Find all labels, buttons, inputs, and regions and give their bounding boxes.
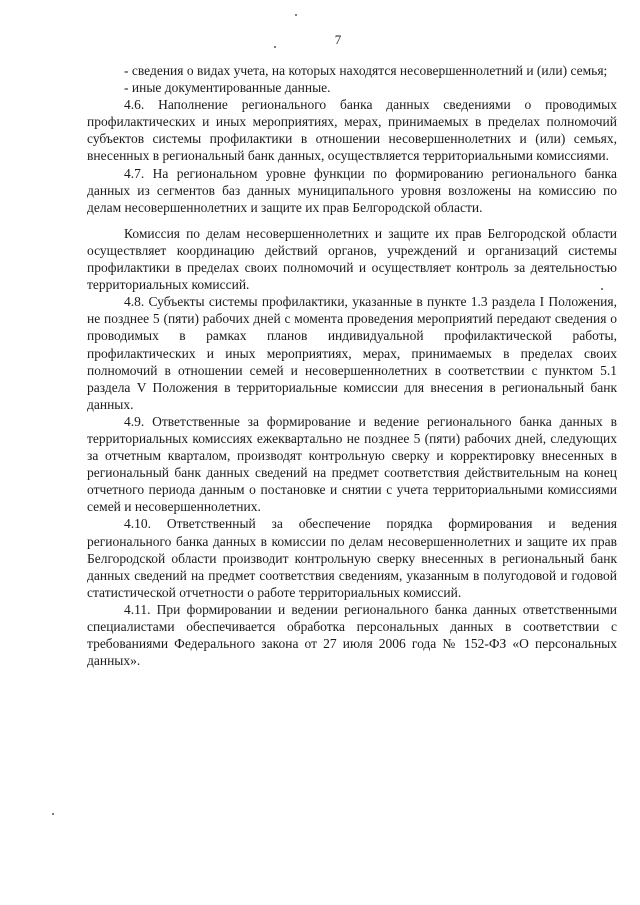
paragraph-commission: Комиссия по делам несовершеннолетних и защите их прав Белгородской области осуществляет координацию действий органов, учреждений и организаций системы профилактики в пределах своих полномочий и осуществляет контроль за деятельностью территориальных комиссий. [87, 225, 617, 293]
paragraph: - сведения о видах учета, на которых находятся несовершеннолетний и (или) семья; [124, 63, 608, 78]
document-body [87, 62, 617, 669]
paragraph-4-6: 4.6. Наполнение регионального банка данных сведениями о проводимых профилактических и иных мероприятиях, мерах, принимаемых в пределах полномочий субъектов системы профилактики в отношении несовершеннолетних и (или) семьях, внесенных в региональный банк данных, осуществляется территориальными комиссиями. [87, 97, 617, 164]
scan-speck [274, 46, 276, 48]
scan-speck [52, 813, 54, 815]
paragraph-4-8: 4.8. Субъекты системы профилактики, указанные в пункте 1.3 раздела I Положения, не позднее 5 (пяти) рабочих дней с момента проведения мероприятий передают сведения о проводимых в рамках планов индивидуальной профилактической работы, профилактических и иных мероприятиях, мерах, принимаемых в пределах своих полномочий в отношении семей и несовершеннолетних в соответствии с пунктом 5.1 раздела V Положения в территориальные комиссии для внесения в региональный банк данных. [87, 294, 617, 412]
paragraph-4-11: 4.11. При формировании и ведении регионального банка данных ответственными специалистами обеспечивается обработка персональных данных в соответствии с требованиями Федерального закона от 27 июля 2006 года № 152-ФЗ «О персональных данных». [87, 601, 617, 669]
paragraph-4-7: 4.7. На региональном уровне функции по формированию регионального банка данных из сегментов баз данных муниципального уровня возложены на комиссию по делам несовершеннолетних и защите их прав Белгородской области. [87, 165, 617, 215]
paragraph-4-10: 4.10. Ответственный за обеспечение порядка формирования и ведения регионального банка данных в комиссии по делам несовершеннолетних и защите их прав Белгородской области производит контрольную сверку внесенных в региональный банк данных сведений на предмет соответствия сведениям, указанным в полугодовой и годовой статистической отчетности о работе территориальных комиссий. [87, 516, 617, 600]
page-number: 7 [334, 32, 342, 47]
scan-speck [601, 288, 603, 290]
paragraph-4-9: 4.9. Ответственные за формирование и ведение регионального банка данных в территориальных комиссиях ежеквартально не позднее 5 (пяти) рабочих дней, следующих за отчетным кварталом, производят контрольную сверку и корректировку внесенных в региональный банк данных сведений на предмет соответствия действительным на конец отчетного периода данным о постановке и снятии с учета территориальными комиссиями семей и несовершеннолетних. [87, 413, 617, 515]
paragraph: - иные документированные данные. [124, 80, 331, 96]
scan-speck [295, 14, 297, 16]
